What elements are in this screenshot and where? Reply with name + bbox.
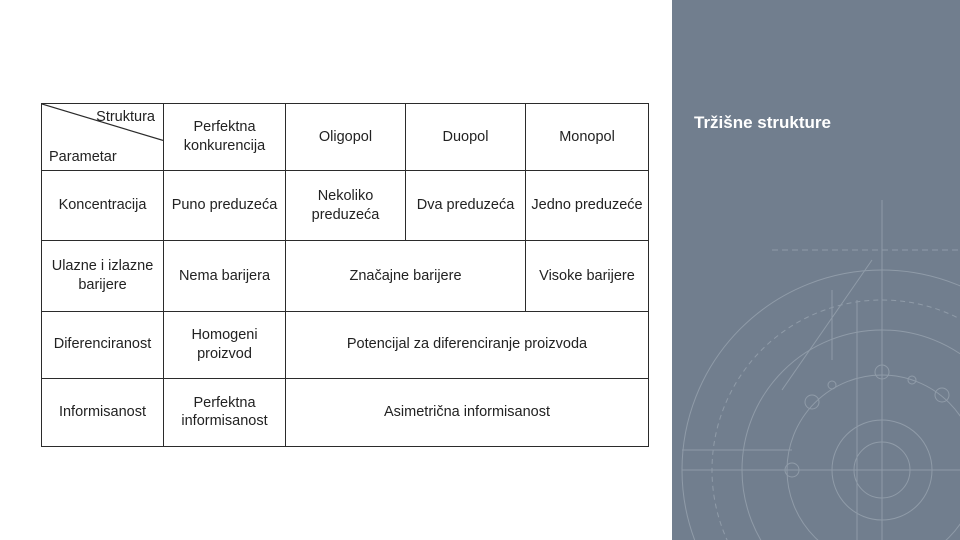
row-label-differentiation: Diferenciranost <box>42 311 164 378</box>
slide-title: Tržišne strukture <box>694 113 831 132</box>
cell-information-others: Asimetrična informisanost <box>286 378 649 446</box>
corner-label-parameter: Parametar <box>49 149 117 166</box>
cell-differentiation-others: Potencijal za diferenciranje proizvoda <box>286 311 649 378</box>
table-header-row <box>42 104 649 171</box>
cell-barriers-monopoly: Visoke barijere <box>526 241 649 311</box>
row-label-concentration: Koncentracija <box>42 171 164 241</box>
header-perfect-competition: Perfektna konkurencija <box>164 104 286 171</box>
cell-concentration-monopoly: Jedno preduzeće <box>526 171 649 241</box>
corner-label-structure: Struktura <box>96 109 155 125</box>
market-structures-table <box>41 103 649 447</box>
table-row <box>42 171 649 241</box>
cell-barriers-perfect: Nema barijera <box>164 241 286 311</box>
decorative-side-panel <box>672 0 960 540</box>
gear-blueprint-graphic <box>672 0 960 540</box>
cell-differentiation-perfect: Homogeni proizvod <box>164 311 286 378</box>
header-duopoly: Duopol <box>406 104 526 171</box>
table-row <box>42 378 649 446</box>
corner-cell <box>42 104 164 171</box>
cell-concentration-oligopoly: Nekoliko preduzeća <box>286 171 406 241</box>
table-row <box>42 311 649 378</box>
header-oligopoly: Oligopol <box>286 104 406 171</box>
table-row <box>42 241 649 311</box>
row-label-barriers: Ulazne i izlazne barijere <box>42 241 164 311</box>
cell-information-perfect: Perfektna informisanost <box>164 378 286 446</box>
cell-concentration-duopoly: Dva preduzeća <box>406 171 526 241</box>
cell-barriers-significant: Značajne barijere <box>286 241 526 311</box>
cell-concentration-perfect: Puno preduzeća <box>164 171 286 241</box>
row-label-information: Informisanost <box>42 378 164 446</box>
header-monopoly: Monopol <box>526 104 649 171</box>
